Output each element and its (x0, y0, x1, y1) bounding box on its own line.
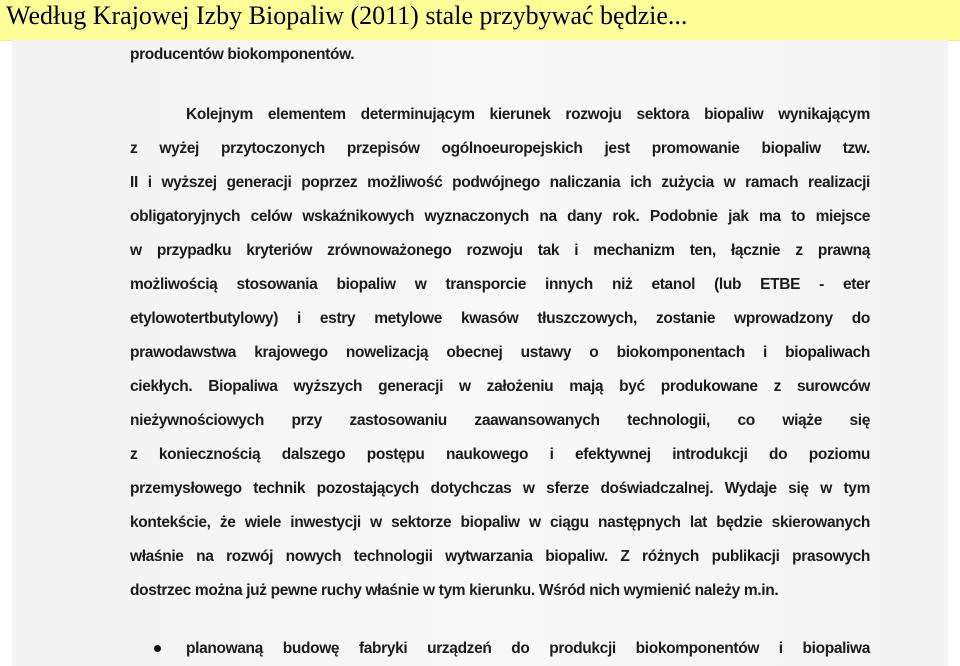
document-line: Kolejnym elementem determinującym kierunek rozwoju sektora biopaliw wynikającym (186, 106, 870, 123)
bullet-icon (154, 645, 161, 652)
document-line: obligatoryjnych celów wskaźnikowych wyznaczonych na dany rok. Podobnie jak ma to miejsce (130, 208, 870, 225)
document-line: przemysłowego technik pozostających dotychczas w sferze doświadczalnej. Wydaje się w tym (130, 480, 870, 497)
document-line: właśnie na rozwój nowych technologii wytwarzania biopaliw. Z różnych publikacji prasowych (130, 548, 870, 565)
document-line: etylowotertbutylowy) i estry metylowe kwasów tłuszczowych, zostanie wprowadzony do (130, 310, 870, 327)
document-line: ciekłych. Biopaliwa wyższych generacji w założeniu mają być produkowane z surowców (130, 378, 870, 395)
document-line: z wyżej przytoczonych przepisów ogólnoeuropejskich jest promowanie biopaliw tzw. (130, 140, 870, 157)
title-bar (0, 0, 960, 41)
scanned-document (12, 40, 948, 666)
document-line: II i wyższej generacji poprzez możliwość podwójnego naliczania ich zużycia w ramach realizacji (130, 174, 870, 191)
document-line: dostrzec można już pewne ruchy właśnie w tym kierunku. Wśród nich wymienić należy m.in. (130, 582, 779, 599)
document-line: producentów biokomponentów. (130, 46, 355, 63)
document-line: z koniecznością dalszego postępu naukowego i efektywnej introdukcji do poziomu (130, 446, 870, 463)
document-line: możliwością stosowania biopaliw w transporcie innych niż etanol (lub ETBE - eter (130, 276, 870, 293)
document-line: nieżywnościowych przy zastosowaniu zaawansowanych technologii, co wiąże się (130, 412, 870, 429)
document-line: prawodawstwa krajowego nowelizacją obecnej ustawy o biokomponentach i biopaliwach (130, 344, 870, 361)
document-line: w przypadku kryteriów zrównoważonego rozwoju tak i mechanizm ten, łącznie z prawną (130, 242, 870, 259)
document-line: kontekście, że wiele inwestycji w sektorze biopaliw w ciągu następnych lat będzie skierowanych (130, 514, 870, 531)
bullet-item: planowaną budowę fabryki urządzeń do produkcji biokomponentów i biopaliwa (186, 640, 870, 657)
slide-title: Według Krajowej Izby Biopaliw (2011) stale przybywać będzie... (6, 1, 688, 30)
